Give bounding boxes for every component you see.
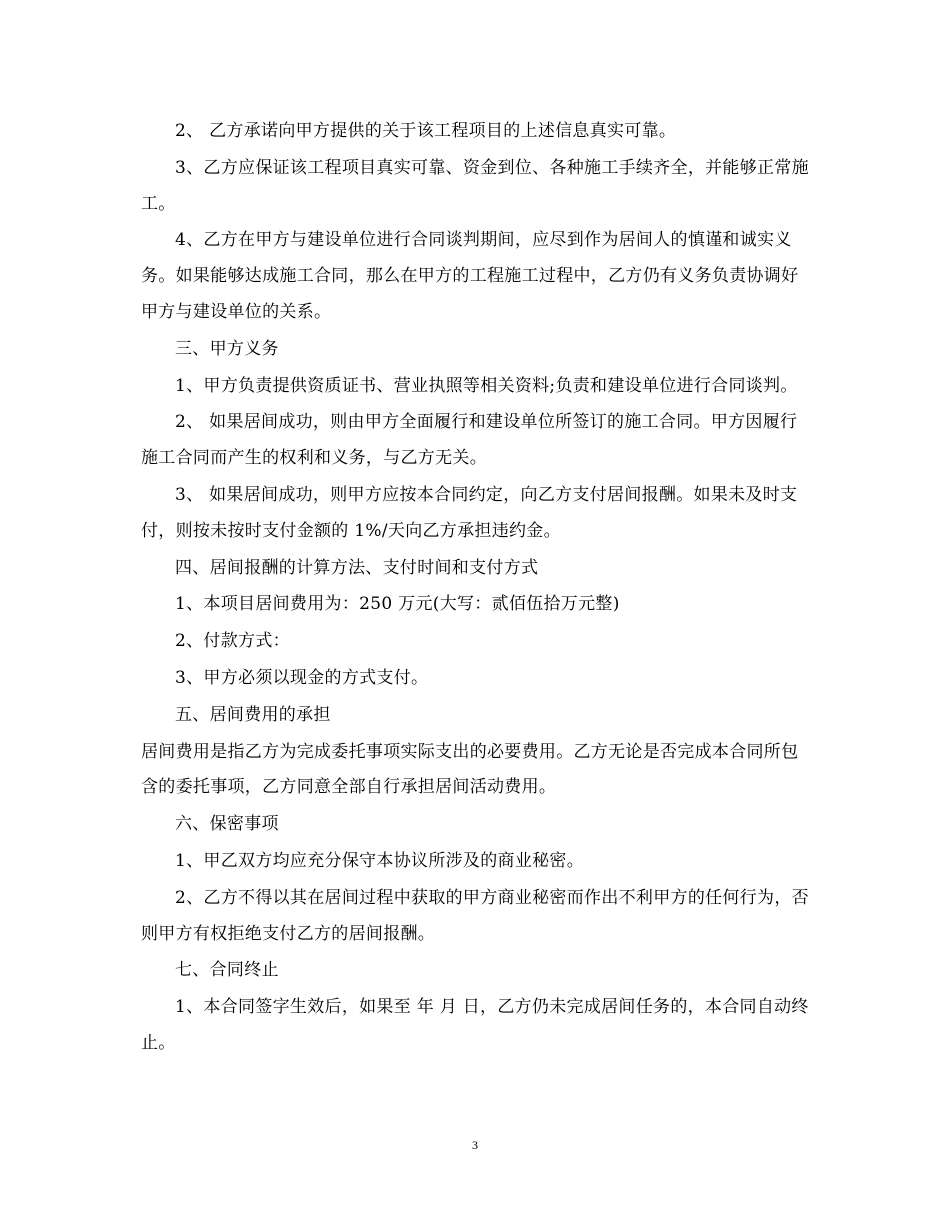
paragraph: 1、甲方负责提供资质证书、营业执照等相关资料;负责和建设单位进行合同谈判。 bbox=[175, 375, 798, 396]
paragraph: 2、 如果居间成功，则由甲方全面履行和建设单位所签订的施工合同。甲方因履行施工合同而产生的权利和义务，与乙方无关。 bbox=[141, 412, 798, 469]
section-heading: 四、居间报酬的计算方法、支付时间和支付方式 bbox=[175, 557, 539, 578]
paragraph: 2、付款方式： bbox=[175, 631, 290, 652]
page-number: 3 bbox=[472, 1138, 478, 1152]
paragraph: 3、乙方应保证该工程项目真实可靠、资金到位、各种施工手续齐全，并能够正常施工。 bbox=[141, 157, 809, 214]
paragraph: 2、乙方不得以其在居间过程中获取的甲方商业秘密而作出不利甲方的任何行为，否则甲方有权拒绝支付乙方的居间报酬。 bbox=[141, 887, 809, 944]
section-heading: 七、合同终止 bbox=[175, 960, 279, 981]
paragraph: 4、乙方在甲方与建设单位进行合同谈判期间，应尽到作为居间人的慎谨和诚实义务。如果能够达成施工合同，那么在甲方的工程施工过程中，乙方仍有义务负责协调好甲方与建设单位的关系。 bbox=[141, 230, 799, 322]
paragraph: 1、本合同签字生效后，如果至 年 月 日，乙方仍未完成居间任务的，本合同自动终止。 bbox=[141, 997, 809, 1053]
section-heading: 六、保密事项 bbox=[175, 814, 279, 835]
paragraph: 2、 乙方承诺向甲方提供的关于该工程项目的上述信息真实可靠。 bbox=[175, 121, 677, 141]
paragraph: 3、 如果居间成功，则甲方应按本合同约定，向乙方支付居间报酬。如果未及时支付，则按未按时支付金额的 1%/天向乙方承担违约金。 bbox=[141, 484, 798, 541]
section-heading: 三、甲方义务 bbox=[175, 338, 279, 359]
section-heading: 五、居间费用的承担 bbox=[175, 704, 331, 725]
paragraph: 1、本项目居间费用为：250 万元(大写：贰佰伍拾万元整) bbox=[175, 594, 620, 615]
paragraph: 3、甲方必须以现金的方式支付。 bbox=[175, 667, 429, 688]
paragraph: 1、甲乙双方均应充分保守本协议所涉及的商业秘密。 bbox=[175, 850, 585, 871]
paragraph: 居间费用是指乙方为完成委托事项实际支出的必要费用。乙方无论是否完成本合同所包含的委托事项，乙方同意全部自行承担居间活动费用。 bbox=[141, 741, 799, 798]
document-body bbox=[141, 114, 813, 1063]
